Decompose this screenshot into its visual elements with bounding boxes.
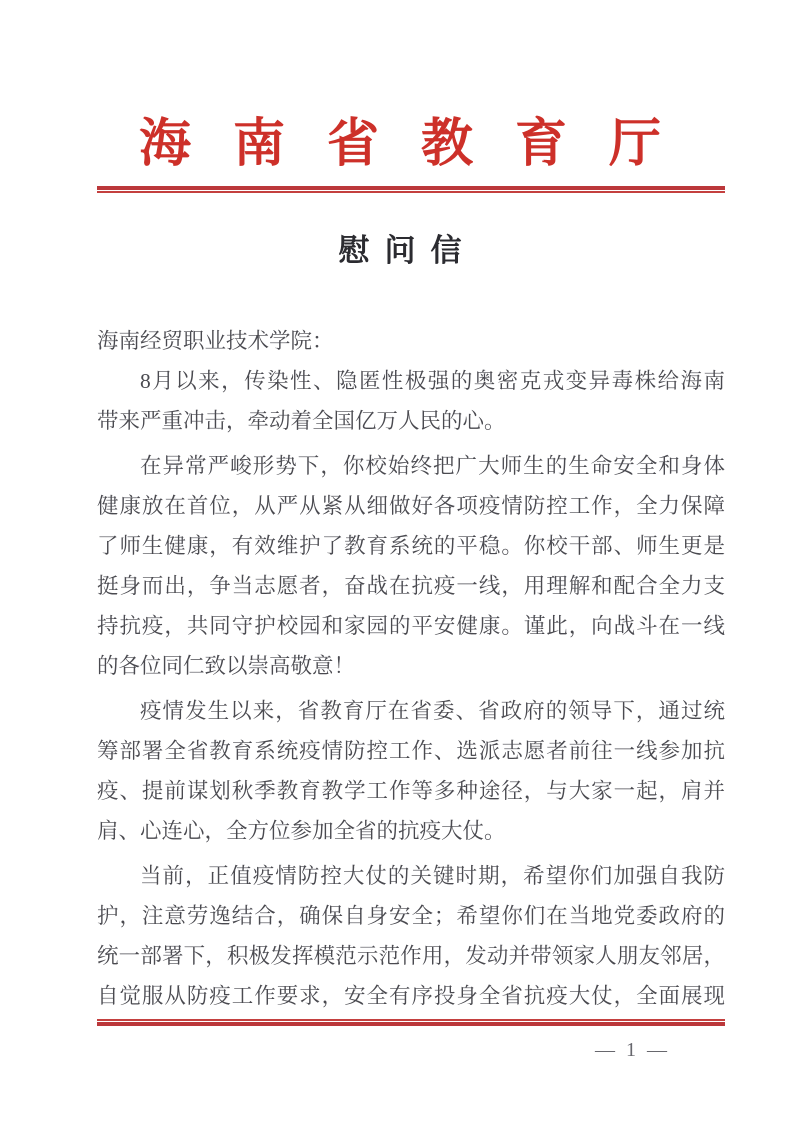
letterhead-title: 海南省教育厅 <box>138 116 703 173</box>
paragraph <box>97 361 725 441</box>
body-line: 筹部署全省教育系统疫情防控工作、选派志愿者前往一线参加抗 <box>97 739 725 763</box>
body-line: 在异常严峻形势下，你校始终把广大师生的生命安全和身体 <box>140 454 725 478</box>
body-line: 疫、提前谋划秋季教育教学工作等多种途径，与大家一起，肩并 <box>97 779 725 803</box>
letterhead-rule <box>97 186 725 193</box>
paragraph <box>97 691 725 851</box>
body-line: 了师生健康，有效维护了教育系统的平稳。你校干部、师生更是 <box>97 534 725 558</box>
body-line: 自觉服从防疫工作要求，安全有序投身全省抗疫大仗，全面展现 <box>97 984 725 1008</box>
body-line: 的各位同仁致以崇高敬意！ <box>97 654 356 678</box>
footer-rule <box>97 1019 725 1026</box>
body-line: 8月以来，传染性、隐匿性极强的奥密克戎变异毒株给海南 <box>140 369 725 393</box>
body-line: 统一部署下，积极发挥模范示范作用，发动并带领家人朋友邻居， <box>97 944 725 968</box>
paragraph <box>97 446 725 686</box>
body-line: 带来严重冲击，牵动着全国亿万人民的心。 <box>97 409 506 433</box>
body-line: 护，注意劳逸结合，确保自身安全；希望你们在当地党委政府的 <box>97 904 725 928</box>
body-line: 持抗疫，共同守护校园和家园的平安健康。谨此，向战斗在一线 <box>97 614 725 638</box>
body-line: 当前，正值疫情防控大仗的关键时期，希望你们加强自我防 <box>140 864 725 888</box>
body-line: 挺身而出，争当志愿者，奋战在抗疫一线，用理解和配合全力支 <box>97 574 725 598</box>
page-number: — 1 — <box>595 1039 670 1061</box>
letter-body <box>97 321 725 1016</box>
body-line: 肩、心连心，全方位参加全省的抗疫大仗。 <box>97 819 506 843</box>
body-line: 疫情发生以来，省教育厅在省委、省政府的领导下，通过统 <box>140 699 725 723</box>
body-line: 健康放在首位，从严从紧从细做好各项疫情防控工作，全力保障 <box>97 494 725 518</box>
paragraph <box>97 856 725 1016</box>
document-title: 慰问信 <box>338 233 477 268</box>
salutation: 海南经贸职业技术学院： <box>97 329 334 353</box>
